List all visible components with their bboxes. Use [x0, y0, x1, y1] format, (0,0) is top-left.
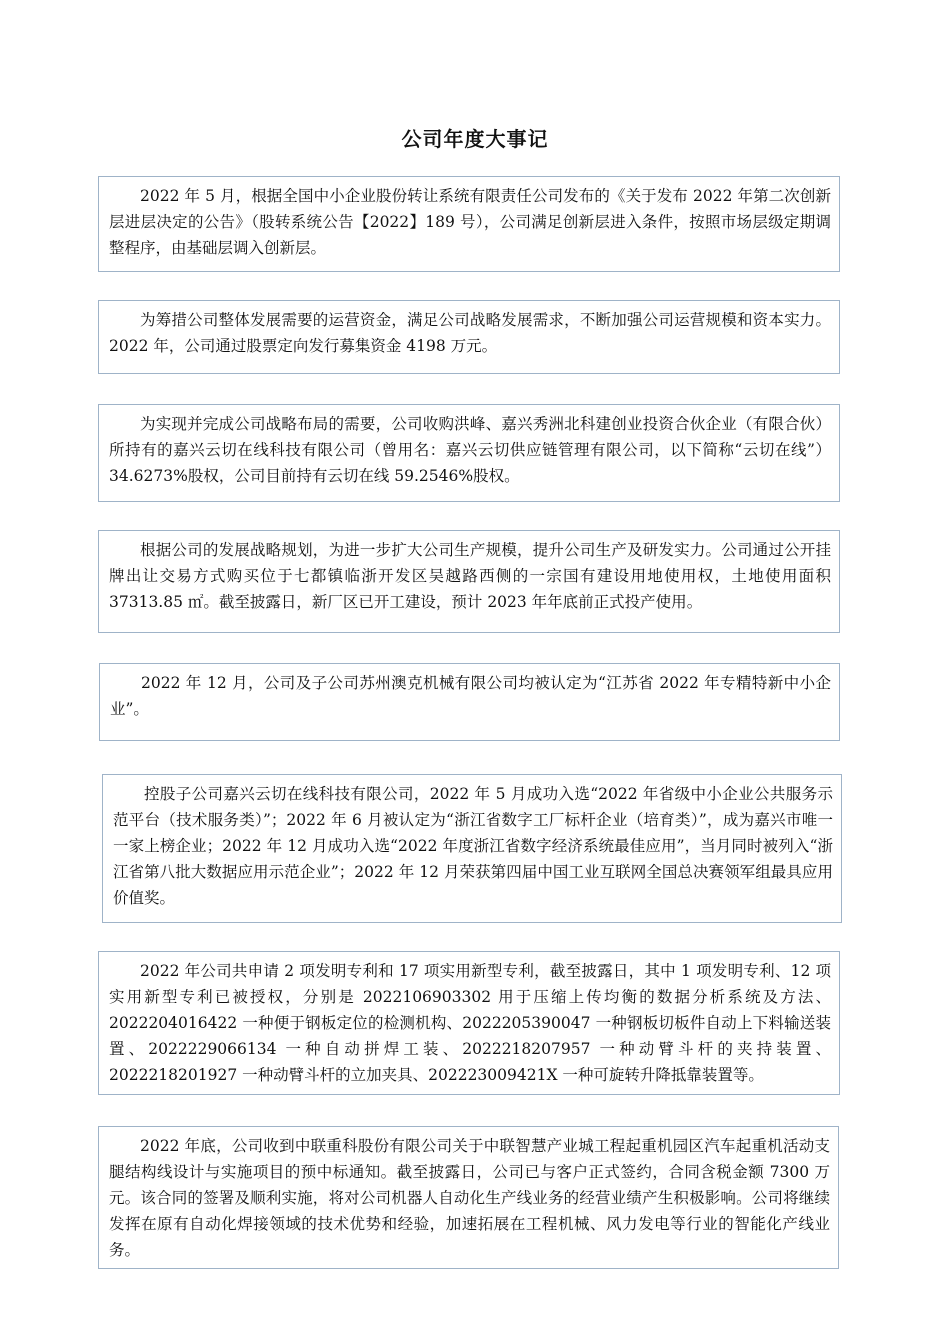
event-text: 为实现并完成公司战略布局的需要，公司收购洪峰、嘉兴秀洲北科建创业投资合伙企业（有限合伙）所持有的嘉兴云切在线科技有限公司（曾用名：嘉兴云切供应链管理有限公司，以下简称“云切在线”）34.6273%股权，公司目前持有云切在线 59.2546%股权。 — [109, 415, 831, 485]
event-text: 为筹措公司整体发展需要的运营资金，满足公司战略发展需求，不断加强公司运营规模和资本实力。2022 年，公司通过股票定向发行募集资金 4198 万元。 — [109, 311, 831, 355]
event-box — [98, 176, 840, 272]
event-text: 根据公司的发展战略规划，为进一步扩大公司生产规模，提升公司生产及研发实力。公司通过公开挂牌出让交易方式购买位于七都镇临浙开发区吴越路西侧的一宗国有建设用地使用权，土地使用面积 37313.85 ㎡。截至披露日，新厂区已开工建设，预计 2023 年年底前正式投产使用。 — [109, 541, 831, 611]
event-box — [98, 530, 840, 633]
event-text: 2022 年公司共申请 2 项发明专利和 17 项实用新型专利，截至披露日，其中 1 项发明专利、12 项实用新型专利已被授权，分别是 2022106903302 用于压缩上传均衡的数据分析系统及方法、2022204016422 一种便于钢板定位的检测机构、2022205390047 一种钢板切板件自动上下料输送装置、2022229066134 一种自动拼焊工装、2022218207957 一种动臂斗杆的夹持装置、2022218201927 一种动臂斗杆的立加夹具、202223009421X 一种可旋转升降抵靠装置等。 — [109, 962, 831, 1084]
event-box — [98, 951, 840, 1095]
event-box — [99, 663, 840, 741]
page-title: 公司年度大事记 — [401, 127, 549, 151]
event-box — [102, 774, 842, 923]
event-box — [98, 404, 840, 502]
event-text: 2022 年 5 月，根据全国中小企业股份转让系统有限责任公司发布的《关于发布 2022 年第二次创新层进层决定的公告》（股转系统公告【2022】189 号），公司满足创新层进入条件，按照市场层级定期调整程序，由基础层调入创新层。 — [109, 187, 831, 257]
event-box — [98, 1126, 839, 1269]
event-box — [98, 300, 840, 374]
event-text: 2022 年底，公司收到中联重科股份有限公司关于中联智慧产业城工程起重机园区汽车起重机活动支腿结构线设计与实施项目的预中标通知。截至披露日，公司已与客户正式签约，合同含税金额 7300 万元。该合同的签署及顺利实施，将对公司机器人自动化生产线业务的经营业绩产生积极影响。公司将继续发挥在原有自动化焊接领域的技术优势和经验，加速拓展在工程机械、风力发电等行业的智能化产线业务。 — [109, 1137, 830, 1259]
event-text: 控股子公司嘉兴云切在线科技有限公司，2022 年 5 月成功入选“2022 年省级中小企业公共服务示范平台（技术服务类）”；2022 年 6 月被认定为“浙江省数字工厂标杆企业（培育类）”，成为嘉兴市唯一一家上榜企业；2022 年 12 月成功入选“2022 年度浙江省数字经济系统最佳应用”，当月同时被列入“浙江省第八批大数据应用示范企业”；2022 年 12 月荣获第四届中国工业互联网全国总决赛领军组最具应用价值奖。 — [113, 785, 833, 907]
event-text: 2022 年 12 月，公司及子公司苏州澳克机械有限公司均被认定为“江苏省 2022 年专精特新中小企业”。 — [110, 674, 831, 718]
